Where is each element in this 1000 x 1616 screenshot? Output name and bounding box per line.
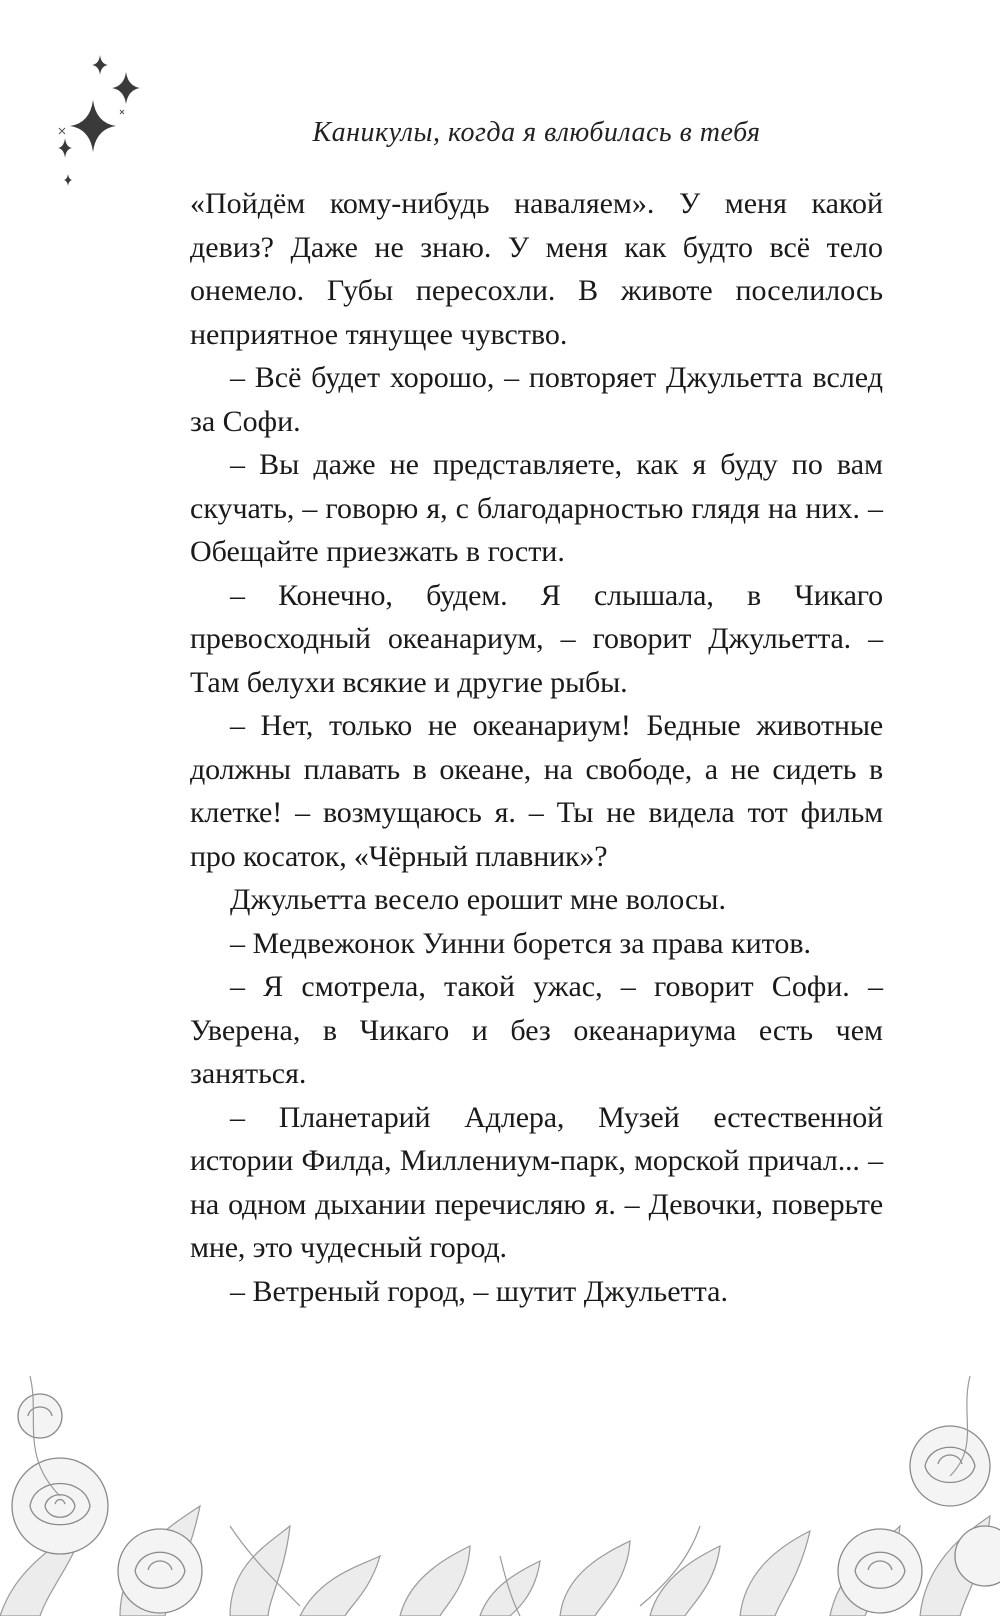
paragraph: – Нет, только не океанариум! Бедные животные должны плавать в океане, на свободе, а не сидеть в клетке! – возмущаюсь я. – Ты не видела тот фильм про косаток, «Чёрный плавник»? <box>190 709 883 873</box>
paragraph: – Ветреный город, – шутит Джульетта. <box>230 1274 728 1308</box>
paragraph: – Я смотрела, такой ужас, – говорит Софи. – Уверена, в Чикаго и без океанариума есть чем заняться. <box>190 970 883 1090</box>
sparkles-icon <box>50 50 150 200</box>
paragraph: Джульетта весело ерошит мне волосы. <box>230 883 726 916</box>
leaf <box>300 1556 380 1616</box>
body-text <box>190 182 883 1313</box>
leaf <box>740 1531 810 1616</box>
leaf <box>480 1561 540 1616</box>
paragraph: «Пойдём кому-нибудь наваляем». У меня какой девиз? Даже не знаю. У меня как будто всё тело онемело. Губы пересохли. В животе поселилось неприятное тянущее чувство. <box>190 187 883 351</box>
leaf <box>400 1546 470 1616</box>
paragraph: – Планетарий Адлера, Музей естественной истории Филда, Миллениум-парк, морской причал... – на одном дыхании перечисляю я. – Девочки, поверьте мне, это чудесный город. <box>190 1100 883 1264</box>
rose-floral-border <box>0 1356 1000 1616</box>
paragraph: – Вы даже не представляете, как я буду по вам скучать, – говорю я, с благодарностью глядя на них. – Обещайте приезжать в гости. <box>190 448 883 568</box>
paragraph: – Всё будет хорошо, – повторяет Джульетта вслед за Софи. <box>190 361 883 438</box>
paragraph: – Медвежонок Уинни борется за права китов. <box>230 926 812 960</box>
running-title: Каникулы, когда я влюбилась в тебя <box>312 117 761 148</box>
paragraph: – Конечно, будем. Я слышала, в Чикаго превосходный океанариум, – говорит Джульетта. – Там белухи всякие и другие рыбы. <box>190 578 883 699</box>
leaf <box>560 1541 630 1616</box>
